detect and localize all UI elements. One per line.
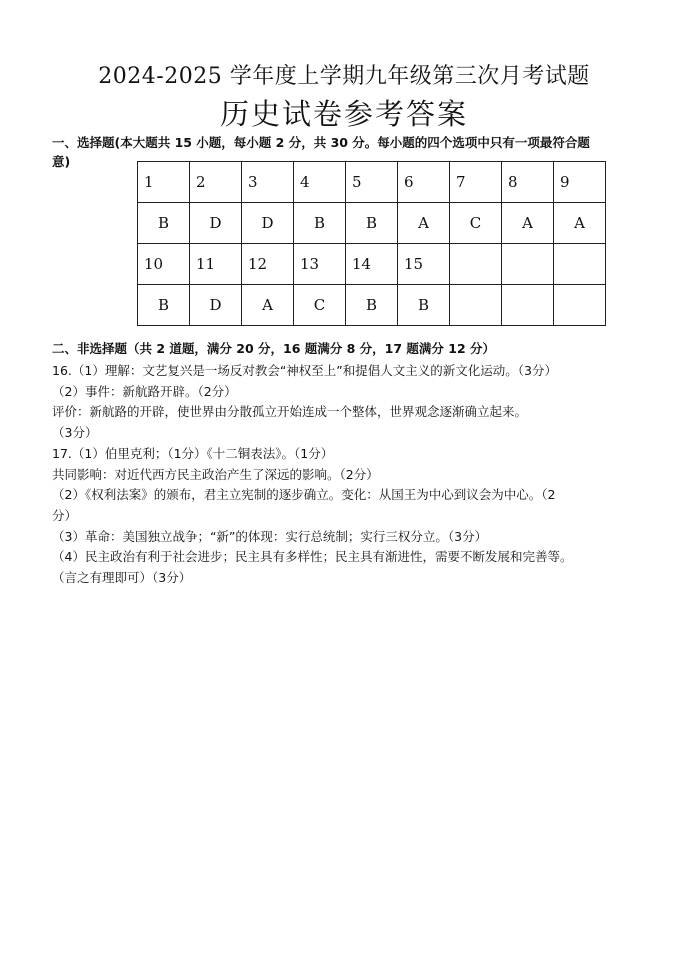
- answer-line: （言之有理即可）（3分）: [52, 570, 192, 586]
- exam-subtitle: 历史试卷参考答案: [219, 97, 468, 131]
- section2-answers: [52, 361, 642, 589]
- answer-cell: B: [398, 285, 450, 326]
- section2-heading: 二、非选择题（共 2 道题，满分 20 分，16 题满分 8 分，17 题满分 12 分）: [52, 341, 495, 356]
- empty-cell: [450, 244, 502, 285]
- answer-line: 分）: [52, 507, 78, 523]
- answer-line: 17.（1）伯里克利；（1分）《十二铜表法》。（1分）: [52, 445, 334, 461]
- answer-cell: A: [242, 285, 294, 326]
- question-number-cell: 11: [190, 244, 242, 285]
- question-number-cell: 2: [190, 162, 242, 203]
- answer-line: （3）革命：美国独立战争；“新”的体现：实行总统制；实行三权分立。（3分）: [52, 528, 488, 544]
- question-number-cell: 6: [398, 162, 450, 203]
- answer-line: 评价：新航路的开辟，使世界由分散孤立开始连成一个整体，世界观念逐渐确立起来。: [52, 404, 528, 420]
- question-number-cell: 9: [554, 162, 606, 203]
- question-number-cell: 7: [450, 162, 502, 203]
- exam-title: 2024-2025 学年度上学期九年级第三次月考试题: [98, 64, 590, 89]
- empty-cell: [554, 244, 606, 285]
- answer-cell: A: [554, 203, 606, 244]
- answer-cell: B: [294, 203, 346, 244]
- answer-cell: C: [450, 203, 502, 244]
- question-number-cell: 13: [294, 244, 346, 285]
- answer-line: （2）《权利法案》的颁布，君主立宪制的逐步确立。变化：从国王为中心到议会为中心。（2: [52, 487, 556, 503]
- answer-cell: D: [242, 203, 294, 244]
- question-number-cell: 5: [346, 162, 398, 203]
- question-number-cell: 14: [346, 244, 398, 285]
- empty-cell: [450, 285, 502, 326]
- section1-heading-line2: 意): [52, 154, 71, 169]
- empty-cell: [554, 285, 606, 326]
- question-number-cell: 10: [138, 244, 190, 285]
- answer-cell: B: [138, 203, 190, 244]
- answer-cell: D: [190, 285, 242, 326]
- question-number-cell: 12: [242, 244, 294, 285]
- answer-table: [137, 161, 606, 326]
- answer-table-row-answers-1: [138, 203, 606, 244]
- question-number-cell: 1: [138, 162, 190, 203]
- answer-line: （4）民主政治有利于社会进步；民主具有多样性；民主具有渐进性，需要不断发展和完善等。: [52, 549, 573, 565]
- answer-cell: B: [346, 285, 398, 326]
- answer-cell: D: [190, 203, 242, 244]
- question-number-cell: 3: [242, 162, 294, 203]
- empty-cell: [502, 285, 554, 326]
- answer-cell: A: [502, 203, 554, 244]
- answer-table-row-numbers-2: [138, 244, 606, 285]
- answer-line: （2）事件：新航路开辟。（2分）: [52, 383, 237, 399]
- answer-cell: C: [294, 285, 346, 326]
- answer-cell: B: [138, 285, 190, 326]
- answer-line: 共同影响：对近代西方民主政治产生了深远的影响。（2分）: [52, 466, 379, 482]
- answer-table-row-answers-2: [138, 285, 606, 326]
- question-number-cell: 8: [502, 162, 554, 203]
- answer-cell: B: [346, 203, 398, 244]
- question-number-cell: 15: [398, 244, 450, 285]
- answer-line: 16.（1）理解：文艺复兴是一场反对教会“神权至上”和提倡人文主义的新文化运动。（3分）: [52, 363, 557, 378]
- answer-line: （3分）: [52, 425, 98, 441]
- empty-cell: [502, 244, 554, 285]
- section1-heading-line1: 一、选择题(本大题共 15 小题，每小题 2 分，共 30 分。每小题的四个选项中只有一项最符合题: [52, 135, 590, 150]
- question-number-cell: 4: [294, 162, 346, 203]
- answer-cell: A: [398, 203, 450, 244]
- answer-table-row-numbers-1: [138, 162, 606, 203]
